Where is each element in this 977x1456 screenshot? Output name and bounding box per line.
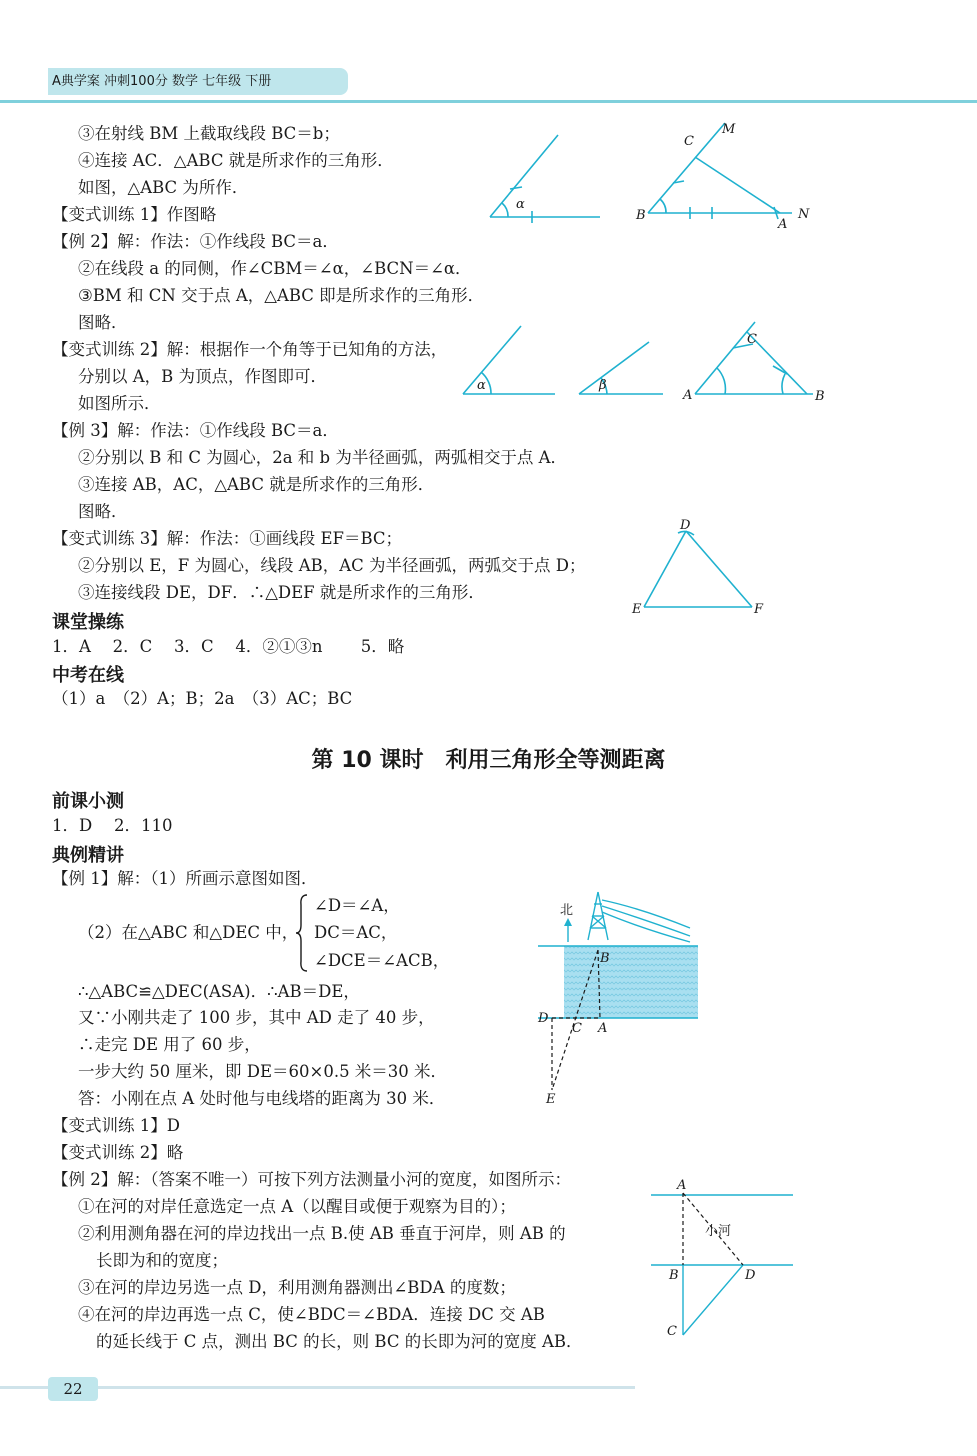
text-line: ②分别以 B 和 C 为圆心，2a 和 b 为半径画弧，两弧相交于点 A． xyxy=(78,448,568,467)
label-B: B xyxy=(636,208,646,223)
text-line: ②在线段 a 的同侧，作∠CBM＝∠α，∠BCN＝∠α． xyxy=(78,259,472,278)
text-line: ④连接 AC．△ABC 就是所求作的三角形． xyxy=(78,151,394,170)
text-line: 一步大约 50 厘米，即 DE＝60×0.5 米＝30 米． xyxy=(78,1062,448,1081)
brace-symbol xyxy=(295,893,309,973)
label-alpha: α xyxy=(516,197,525,212)
text-line: 的延长线于 C 点，测出 BC 的长，则 BC 的长即为河的宽度 AB． xyxy=(96,1332,583,1351)
text-line: 【例 2】解：作法：①作线段 BC＝a． xyxy=(52,232,339,251)
side-CA xyxy=(695,157,780,213)
label-D: D xyxy=(680,518,691,533)
page-number: 22 xyxy=(48,1377,98,1401)
text-line: ③连接 AB，AC，△ABC 就是所求作的三角形． xyxy=(78,475,435,494)
text-line: 图略． xyxy=(78,502,128,521)
label-D: D xyxy=(538,1011,549,1026)
header-rule xyxy=(0,100,977,103)
label-M: M xyxy=(722,122,736,137)
lesson-title: 第 10 课时 利用三角形全等测距离 xyxy=(311,748,666,773)
label-B: B xyxy=(600,951,610,966)
label-N: N xyxy=(798,207,810,222)
brace-line: DC＝AC， xyxy=(314,923,398,942)
pretest-heading: 前课小测 xyxy=(52,791,124,812)
text-line: ③在射线 BM 上截取线段 BC＝b； xyxy=(78,124,340,143)
text-line: ③在河的岸边另选一点 D，利用测角器测出∠BDA 的度数； xyxy=(78,1278,516,1297)
exam-answers: （1）a （2）A；B；2a （3）AC；BC xyxy=(52,689,353,708)
brace-line: ∠D＝∠A， xyxy=(314,896,400,915)
figure-river-width xyxy=(645,1175,800,1345)
label-D: D xyxy=(745,1268,756,1283)
brace-line: ∠DCE＝∠ACB， xyxy=(314,951,450,970)
text-line: （2）在△ABC 和△DEC 中， xyxy=(78,923,299,942)
text-line: 分别以 A，B 为顶点，作图即可． xyxy=(78,367,328,386)
label-river: 小河 xyxy=(705,1224,732,1239)
label-north: 北 xyxy=(560,903,574,918)
text-line: 【变式训练 1】D xyxy=(52,1116,180,1135)
figure-tower-river xyxy=(530,878,710,1108)
text-line: 如图所示． xyxy=(78,394,161,413)
text-line: 又∵小刚共走了 100 步，其中 AD 走了 40 步， xyxy=(78,1008,435,1027)
text-line: ∴走完 DE 用了 60 步， xyxy=(78,1035,261,1054)
text-line: ③连接线段 DE，DF．∴△DEF 就是所求作的三角形． xyxy=(78,583,485,602)
text-line: 答：小刚在点 A 处时他与电线塔的距离为 30 米． xyxy=(78,1089,446,1108)
label-B: B xyxy=(669,1268,679,1283)
pretest-answers: 1．D 2．110 xyxy=(52,816,173,835)
label-A: A xyxy=(683,388,693,403)
text-line: ②利用测角器在河的岸边找出一点 B.使 AB 垂直于河岸，则 AB 的 xyxy=(78,1224,566,1243)
label-E: E xyxy=(632,602,642,617)
label-B: B xyxy=(815,389,825,404)
figure-triangle-construction xyxy=(480,115,820,235)
label-F: F xyxy=(754,602,764,617)
examples-heading: 典例精讲 xyxy=(52,845,124,866)
text-line: ∴△ABC≌△DEC(ASA)．∴AB＝DE， xyxy=(78,982,360,1001)
text-line: ④在河的岸边再选一点 C，使∠BDC＝∠BDA．连接 DC 交 AB xyxy=(78,1305,545,1324)
label-C: C xyxy=(684,134,694,149)
text-line: 【变式训练 2】略 xyxy=(52,1143,184,1162)
text-line: 【变式训练 1】作图略 xyxy=(52,205,217,224)
text-line: 【例 1】解：（1）所画示意图如图． xyxy=(52,869,318,888)
angle-arc xyxy=(502,203,508,217)
text-line: 【变式训练 2】解：根据作一个角等于已知角的方法， xyxy=(52,340,448,359)
label-C: C xyxy=(667,1324,677,1339)
text-line: ③BM 和 CN 交于点 A，△ABC 即是所求作的三角形． xyxy=(78,286,485,305)
text-line: 图略． xyxy=(78,313,128,332)
label-C: C xyxy=(572,1021,582,1036)
label-C: C xyxy=(747,332,757,347)
text-line: ②分别以 E，F 为圆心，线段 AB，AC 为半径画弧，两弧交于点 D； xyxy=(78,556,586,575)
text-line: 【例 2】解：（答案不唯一）可按下列方法测量小河的宽度，如图所示： xyxy=(52,1170,571,1189)
label-beta: β xyxy=(599,378,607,393)
label-A: A xyxy=(677,1178,687,1193)
figure-angles-triangle xyxy=(455,318,835,408)
classroom-answers: 1．A 2．C 3．C 4．②①③n 5．略 xyxy=(52,637,405,656)
text-line: 如图，△ABC 为所作． xyxy=(78,178,249,197)
label-E: E xyxy=(546,1092,556,1107)
book-header-tab: A典学案 冲刺100分 数学 七年级 下册 xyxy=(48,68,348,95)
text-line: 【例 3】解：作法：①作线段 BC＝a． xyxy=(52,421,339,440)
label-A: A xyxy=(778,217,788,232)
exam-heading: 中考在线 xyxy=(52,665,124,686)
text-line: 【变式训练 3】解：作法：①画线段 EF＝BC； xyxy=(52,529,403,548)
text-line: ①在河的对岸任意选定一点 A（以醒目或便于观察为目的）； xyxy=(78,1197,516,1216)
text-line: 长即为和的宽度； xyxy=(96,1251,228,1270)
figure-triangle-DEF xyxy=(626,515,776,620)
tower-icon xyxy=(588,892,690,942)
classroom-heading: 课堂操练 xyxy=(52,612,124,633)
label-alpha: α xyxy=(477,378,486,393)
label-A: A xyxy=(598,1021,608,1036)
